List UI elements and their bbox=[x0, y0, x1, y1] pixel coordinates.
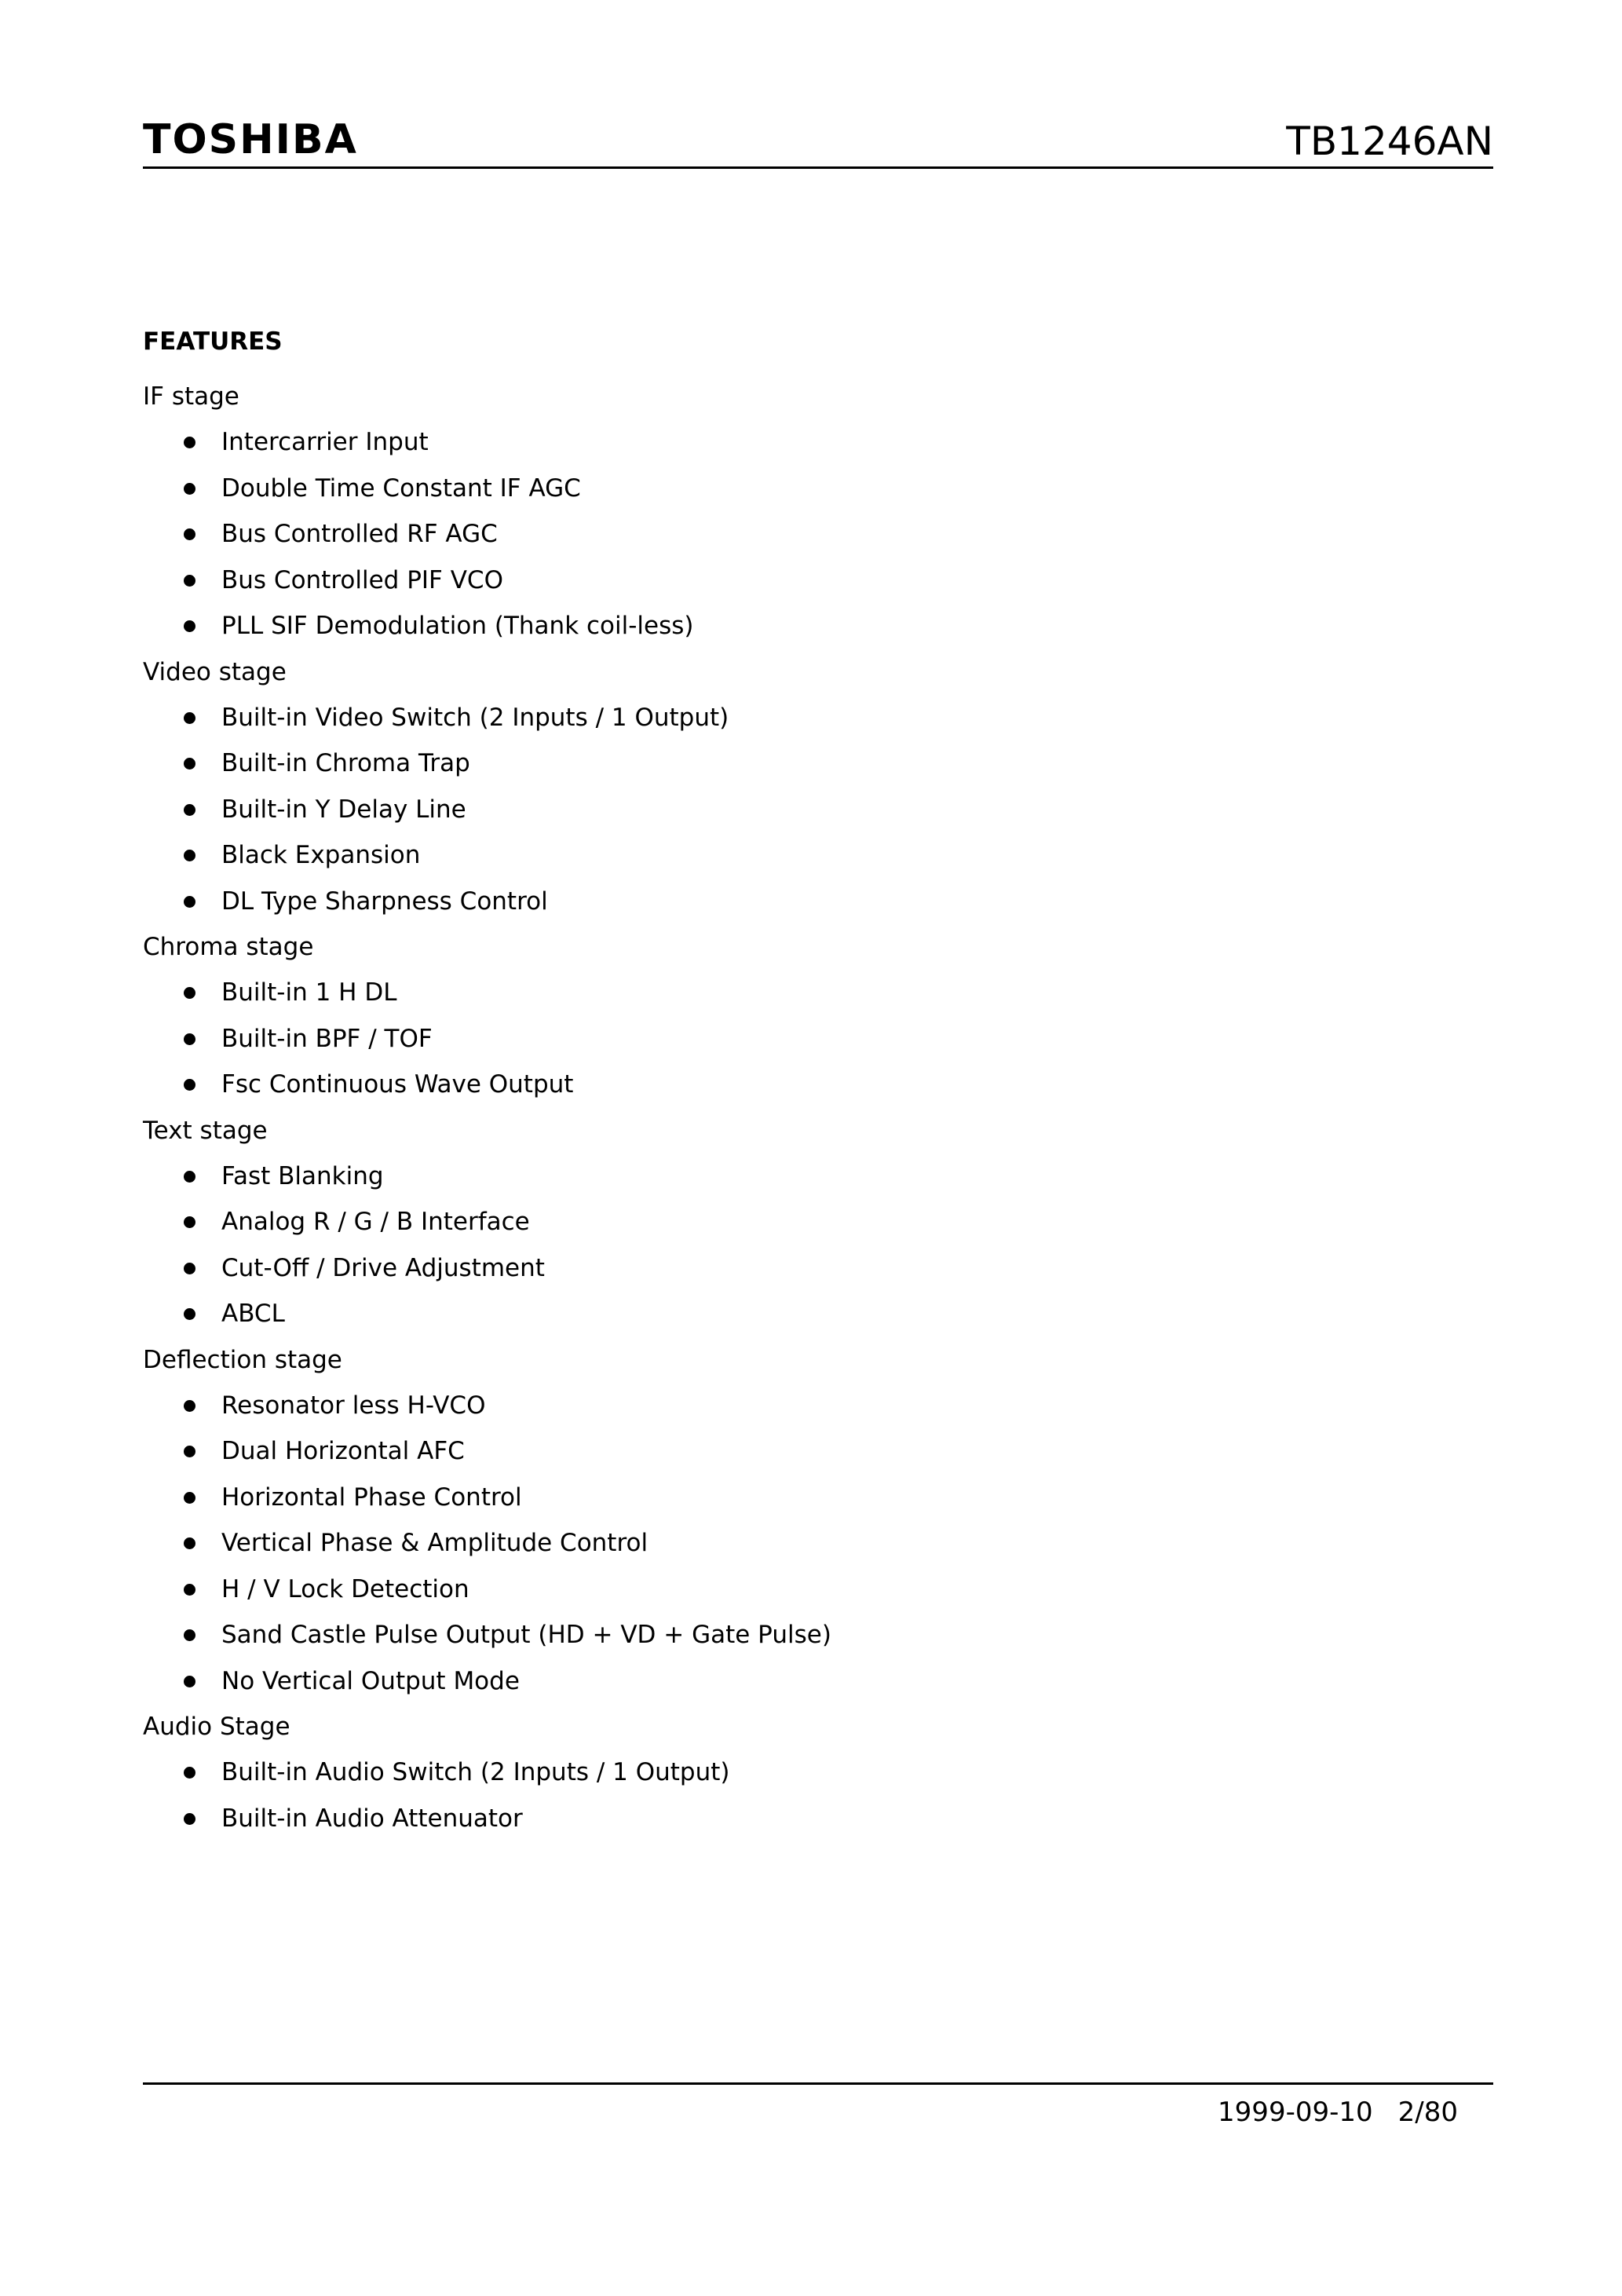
list-item bbox=[143, 1383, 1478, 1429]
feature-text: Dual Horizontal AFC bbox=[221, 1437, 465, 1465]
list-item bbox=[143, 1199, 1478, 1245]
list-item bbox=[143, 1567, 1478, 1613]
feature-text: Analog R / G / B Interface bbox=[221, 1208, 530, 1236]
list-item bbox=[143, 879, 1478, 925]
feature-list bbox=[143, 970, 1478, 1108]
bullet-icon bbox=[184, 758, 195, 770]
feature-text: Black Expansion bbox=[221, 841, 421, 869]
list-item bbox=[143, 1658, 1478, 1705]
stage-block bbox=[143, 649, 1478, 925]
bullet-icon bbox=[184, 1537, 195, 1549]
bullet-icon bbox=[184, 1400, 195, 1412]
stage-heading: Deflection stage bbox=[143, 1345, 342, 1374]
bullet-icon bbox=[184, 483, 195, 495]
feature-text: Double Time Constant IF AGC bbox=[221, 473, 581, 503]
bullet-icon bbox=[184, 1308, 195, 1320]
feature-text: Intercarrier Input bbox=[221, 428, 429, 456]
feature-text: DL Type Sharpness Control bbox=[221, 887, 548, 916]
list-item bbox=[143, 1062, 1478, 1108]
feature-text: ABCL bbox=[221, 1300, 285, 1328]
feature-text: Resonator less H-VCO bbox=[221, 1391, 486, 1420]
list-item bbox=[143, 1016, 1478, 1062]
bullet-icon bbox=[184, 850, 195, 861]
bullet-icon bbox=[184, 575, 195, 587]
feature-text: Built-in Audio Attenuator bbox=[221, 1804, 523, 1833]
list-item bbox=[143, 419, 1478, 466]
feature-text: Bus Controlled PIF VCO bbox=[221, 565, 503, 594]
brand-logo: TOSHIBA bbox=[143, 116, 358, 163]
bullet-icon bbox=[184, 1171, 195, 1183]
section-title: FEATURES bbox=[143, 327, 283, 356]
feature-list bbox=[143, 1749, 1478, 1841]
bullet-icon bbox=[184, 1079, 195, 1091]
stage-heading: Audio Stage bbox=[143, 1713, 290, 1741]
bullet-icon bbox=[184, 1629, 195, 1641]
bullet-icon bbox=[184, 1813, 195, 1825]
bullet-icon bbox=[184, 804, 195, 816]
bullet-icon bbox=[184, 1263, 195, 1274]
list-item bbox=[143, 603, 1478, 649]
list-item bbox=[143, 1475, 1478, 1521]
features-section bbox=[143, 322, 1478, 1841]
feature-list bbox=[143, 695, 1478, 925]
feature-text: Cut-Off / Drive Adjustment bbox=[221, 1253, 545, 1282]
list-item bbox=[143, 1796, 1478, 1842]
stage-heading: Chroma stage bbox=[143, 933, 314, 961]
feature-text: Vertical Phase & Amplitude Control bbox=[221, 1529, 648, 1557]
stage-heading: Video stage bbox=[143, 657, 287, 686]
feature-text: Built-in Audio Switch (2 Inputs / 1 Output) bbox=[221, 1758, 730, 1786]
list-item bbox=[143, 970, 1478, 1016]
feature-text: Built-in Video Switch (2 Inputs / 1 Output) bbox=[221, 703, 729, 732]
list-item bbox=[143, 1245, 1478, 1292]
feature-text: Bus Controlled RF AGC bbox=[221, 520, 498, 548]
bullet-icon bbox=[184, 1492, 195, 1504]
feature-text: PLL SIF Demodulation (Thank coil-less) bbox=[221, 612, 694, 640]
feature-text: Fsc Continuous Wave Output bbox=[221, 1070, 574, 1099]
list-item bbox=[143, 695, 1478, 741]
feature-text: Built-in Y Delay Line bbox=[221, 795, 466, 824]
page-footer bbox=[143, 2082, 1493, 2128]
stage-heading: Text stage bbox=[143, 1116, 268, 1145]
part-number: TB1246AN bbox=[1286, 119, 1493, 164]
bullet-icon bbox=[184, 1033, 195, 1045]
bullet-icon bbox=[184, 1584, 195, 1596]
list-item bbox=[143, 466, 1478, 512]
list-item bbox=[143, 740, 1478, 787]
list-item bbox=[143, 787, 1478, 833]
list-item bbox=[143, 558, 1478, 604]
feature-text: Built-in 1 H DL bbox=[221, 978, 397, 1007]
list-item bbox=[143, 511, 1478, 558]
footer-date: 1999-09-10 bbox=[1218, 2097, 1373, 2128]
list-item bbox=[143, 1428, 1478, 1475]
stage-list bbox=[143, 374, 1478, 1841]
stage-block bbox=[143, 924, 1478, 1108]
stage-heading: IF stage bbox=[143, 382, 239, 411]
list-item bbox=[143, 832, 1478, 879]
stage-block bbox=[143, 1704, 1478, 1841]
bullet-icon bbox=[184, 528, 195, 540]
list-item bbox=[143, 1749, 1478, 1796]
bullet-icon bbox=[184, 712, 195, 724]
feature-text: Fast Blanking bbox=[221, 1161, 384, 1190]
list-item bbox=[143, 1291, 1478, 1337]
bullet-icon bbox=[184, 1446, 195, 1457]
bullet-icon bbox=[184, 987, 195, 999]
feature-list bbox=[143, 1383, 1478, 1705]
page-number: 2/80 bbox=[1397, 2097, 1458, 2128]
feature-text: Built-in BPF / TOF bbox=[221, 1024, 433, 1053]
bullet-icon bbox=[184, 620, 195, 632]
list-item bbox=[143, 1612, 1478, 1658]
list-item bbox=[143, 1153, 1478, 1200]
bullet-icon bbox=[184, 896, 195, 908]
bullet-icon bbox=[184, 1216, 195, 1228]
feature-list bbox=[143, 1153, 1478, 1337]
bullet-icon bbox=[184, 437, 195, 448]
bullet-icon bbox=[184, 1767, 195, 1779]
page-header bbox=[143, 116, 1493, 169]
list-item bbox=[143, 1520, 1478, 1567]
feature-text: H / V Lock Detection bbox=[221, 1574, 469, 1603]
feature-text: No Vertical Output Mode bbox=[221, 1666, 520, 1695]
feature-text: Built-in Chroma Trap bbox=[221, 749, 470, 777]
stage-block bbox=[143, 1108, 1478, 1337]
stage-block bbox=[143, 374, 1478, 649]
feature-text: Sand Castle Pulse Output (HD + VD + Gate Pulse) bbox=[221, 1621, 831, 1649]
feature-text: Horizontal Phase Control bbox=[221, 1483, 522, 1512]
bullet-icon bbox=[184, 1676, 195, 1687]
footer-text bbox=[1218, 2093, 1458, 2132]
stage-block bbox=[143, 1337, 1478, 1705]
feature-list bbox=[143, 419, 1478, 649]
